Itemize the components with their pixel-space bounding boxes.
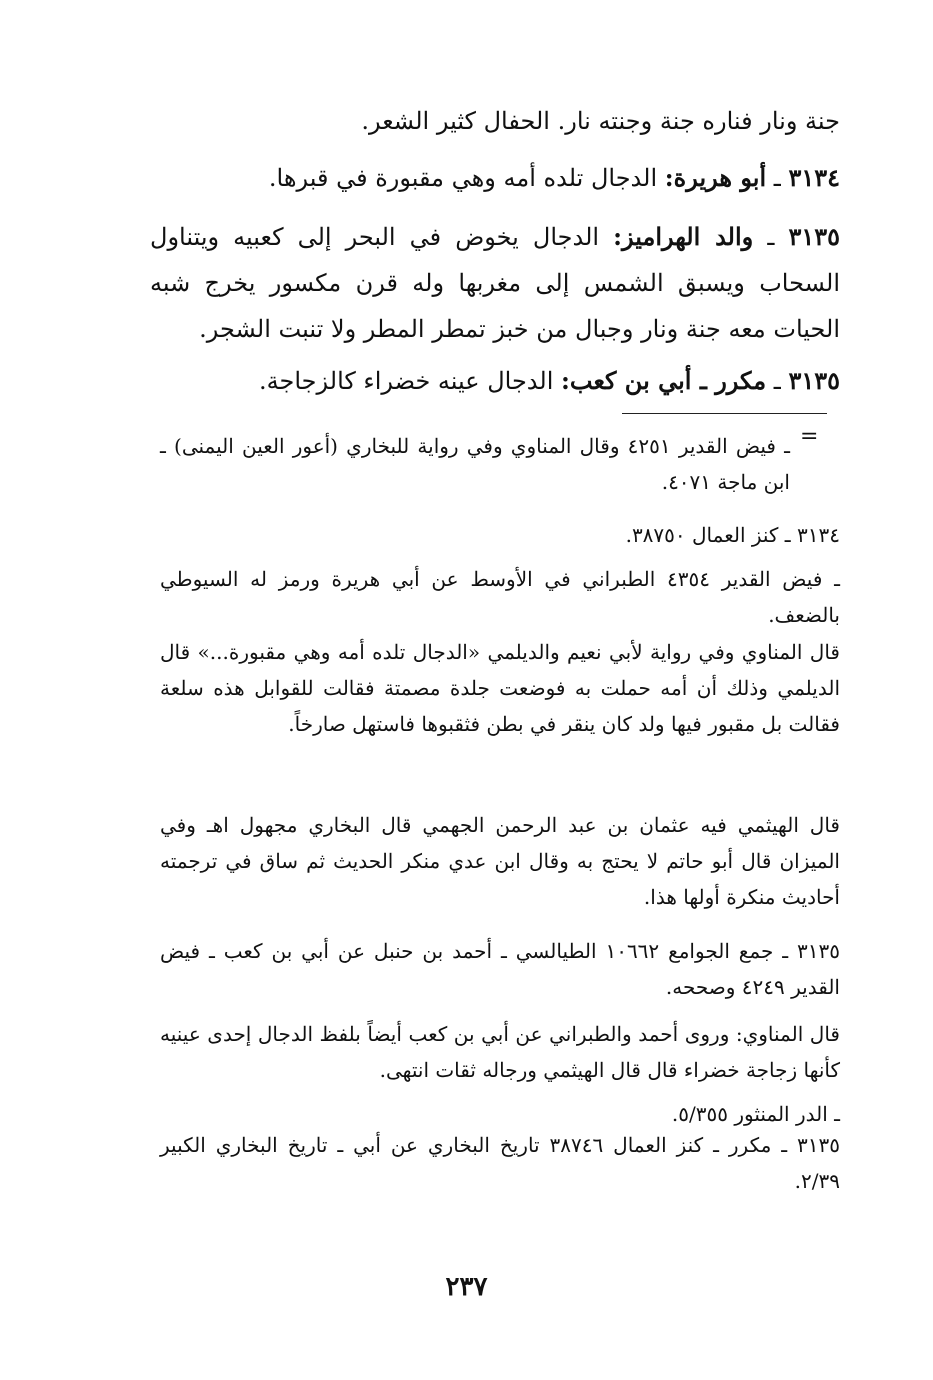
footnote-5: قال الهيثمي فيه عثمان بن عبد الرحمن الجهمي قال البخاري مجهول اهـ وفي الميزان قال أبو حاتم لا يحتج به وقال ابن عدي منكر الحديث ثم ساق في ترجمته أحاديث منكرة أولها هذا.	[160, 813, 840, 909]
hadith-narrator: مكرر ـ أبي بن كعب:	[561, 366, 767, 395]
page-number: ٢٣٧	[445, 1272, 488, 1302]
hadith-number: ٣١٣٤	[788, 163, 840, 192]
continuation-marker: =	[800, 424, 819, 449]
footnote-4: قال المناوي وفي رواية لأبي نعيم والديلمي «الدجال تلده أمه وهي مقبورة...» قال الديلمي وذلك أن أمه حملت به فوضعت جلدة مصمتة فقالت للقوابل هذه سلعة فقالت بل مقبور فيها ولد كان ينقر في بطن فثقبوها فاستهل صارخاً.	[160, 640, 840, 736]
hadith-narrator: أبو هريرة:	[664, 163, 767, 192]
footnote-6: ٣١٣٥ ـ جمع الجوامع ١٠٦٦٢ الطيالسي ـ أحمد بن حنبل عن أبي بن كعب ـ فيض القدير ٤٢٤٩ وصححه.	[160, 939, 840, 999]
hadith-text: الدجال عينه خضراء كالزجاجة.	[259, 367, 554, 395]
hadith-3135-repeat: ٣١٣٥ ـ مكرر ـ أبي بن كعب: الدجال عينه خضراء كالزجاجة.	[259, 366, 840, 395]
hadith-3135: ٣١٣٥ ـ والد الهراميز: الدجال يخوض في البحر إلى كعبيه ويتناول السحاب ويسبق الشمس إلى مغربها وله قرن مكسور يخرج شبه الحيات معه جنة ونار وجبال من خبز تمطر المطر ولا تنبت الشجر.	[150, 222, 840, 343]
hadith-text: الدجال تلده أمه وهي مقبورة في قبرها.	[268, 164, 658, 192]
footnote-8: ـ الدر المنثور ٥/٣٥٥.	[671, 1102, 840, 1126]
footnote-separator	[622, 413, 827, 414]
footnote-9: ٣١٣٥ ـ مكرر ـ كنز العمال ٣٨٧٤٦ تاريخ البخاري عن أبي ـ تاريخ البخاري الكبير ٢/٣٩.	[160, 1133, 840, 1193]
footnote-7: قال المناوي: وروى أحمد والطبراني عن أبي بن كعب أيضاً بلفظ الدجال إحدى عينيه كأنها زجاجة خضراء قال قال الهيثمي ورجاله ثقات انتهى.	[160, 1022, 840, 1082]
footnote-2: ٣١٣٤ ـ كنز العمال ٣٨٧٥٠.	[625, 523, 840, 547]
hadith-text: الدجال يخوض في البحر إلى كعبيه ويتناول السحاب ويسبق الشمس إلى مغربها وله قرن مكسور يخرج شبه الحيات معه جنة ونار وجبال من خبز تمطر المطر ولا تنبت الشجر.	[150, 223, 840, 343]
footnote-1: ـ فيض القدير ٤٢٥١ وقال المناوي وفي رواية للبخاري (أعور العين اليمنى) ـ ابن ماجة ٤٠٧١.	[160, 434, 790, 494]
hadith-number: ٣١٣٥	[788, 366, 840, 395]
text-line-continuation	[150, 98, 840, 144]
footnote-3: ـ فيض القدير ٤٣٥٤ الطبراني في الأوسط عن أبي هريرة ورمز له السيوطي بالضعف.	[160, 567, 840, 627]
hadith-3134: ٣١٣٤ ـ أبو هريرة: الدجال تلده أمه وهي مقبورة في قبرها.	[268, 163, 840, 192]
hadith-narrator: والد الهراميز:	[613, 222, 754, 251]
line-text: جنة ونار فناره جنة وجنته نار. الحفال كثير الشعر.	[361, 107, 840, 135]
hadith-number: ٣١٣٥	[788, 222, 840, 251]
